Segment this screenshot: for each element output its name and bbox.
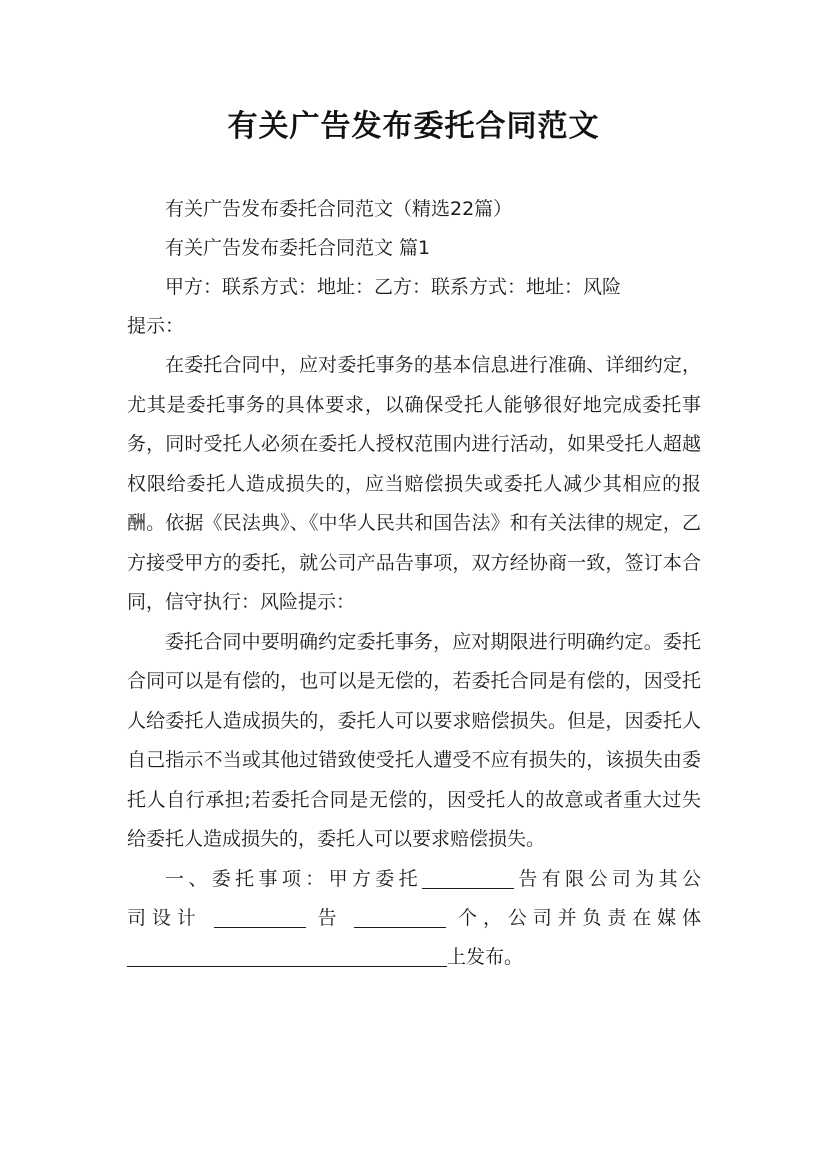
blank-field-count (354, 907, 446, 928)
parties-line-continued: 提示： (127, 315, 185, 337)
clause-1-line-2 (127, 899, 701, 938)
clause-1-text-b: 告有限公司为其公 (514, 867, 701, 890)
document-title: 有关广告发布委托合同范文 (227, 109, 600, 144)
clause-1-text-d: 告 (317, 906, 343, 929)
document-body (127, 190, 701, 977)
blank-field-media (127, 946, 447, 967)
clause-1-text-a: 一、委托事项：甲方委托 (165, 867, 423, 890)
clause-1-line-3 (127, 938, 701, 977)
delegation-paragraph: 委托合同中要明确约定委托事务，应对期限进行明确约定。委托合同可以是有偿的，也可以是无偿的，若委托合同是有偿的，因受托人给委托人造成损失的，委托人可以要求赔偿损失。但是，因委托人自己指示不当或其他过错致使受托人遭受不应有损失的，该损失由委托人自行承担;若委托合同是无偿的，因受托人的故意或者重大过失给委托人造成损失的，委托人可以要求赔偿损失。 (127, 630, 701, 850)
parties-line: 甲方：联系方式：地址：乙方：联系方式：地址：风险 (165, 276, 622, 298)
clause-1-text-f: 上发布。 (447, 945, 524, 968)
clause-1-text-e: 个，公司并负责在媒体 (458, 906, 701, 929)
document-subtitle: 有关广告发布委托合同范文（精选22篇） (165, 198, 513, 220)
clause-1-line-1 (127, 860, 701, 899)
section-heading: 有关广告发布委托合同范文 篇1 (165, 237, 431, 259)
blank-field-company (422, 868, 514, 889)
risk-note-paragraph: 在委托合同中，应对委托事务的基本信息进行准确、详细约定，尤其是委托事务的具体要求，以确保受托人能够很好地完成委托事务，同时受托人必须在委托人授权范围内进行活动，如果受托人超越权限给委托人造成损失的，应当赔偿损失或委托人减少其相应的报酬。依据《民法典》、《中华人民共和国告法》和有关法律的规定，乙方接受甲方的委托，就公司产品告事项，双方经协商一致，签订本合同，信守执行：风险提示： (127, 354, 701, 613)
blank-field-design (214, 907, 306, 928)
clause-1-text-c: 司设计 (127, 906, 202, 929)
